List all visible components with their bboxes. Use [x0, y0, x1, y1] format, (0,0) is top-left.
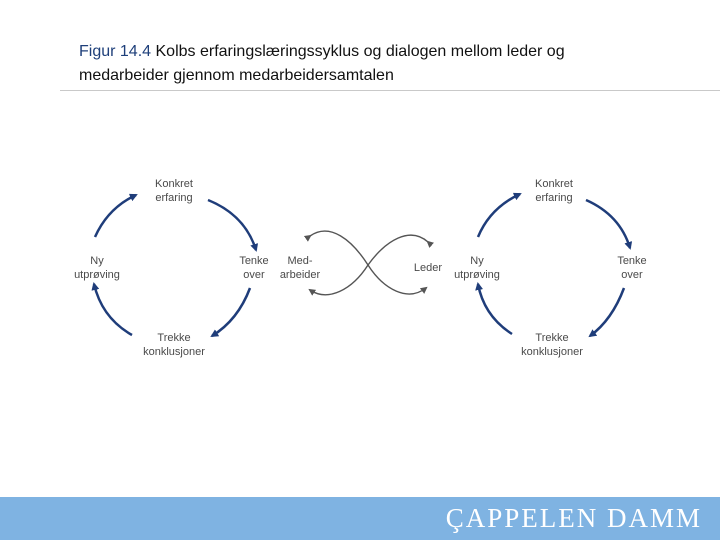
- caption-line-1: Kolbs erfaringslæringssyklus og dialogen mellom leder og: [151, 43, 565, 60]
- right-arrow-test-to-experience: [478, 194, 520, 237]
- right-label-over: over: [621, 269, 643, 281]
- center-label-med: Med-: [287, 255, 313, 267]
- publisher-logo: ÇAPPELEN DAMM: [445, 503, 702, 533]
- right-cycle-arrows: [478, 194, 630, 336]
- left-arrow-experience-to-reflect: [208, 200, 256, 250]
- left-label-erfaring: erfaring: [155, 192, 193, 204]
- right-label-ny: Ny: [470, 255, 484, 267]
- dialogue-loop: [310, 231, 428, 295]
- left-arrow-test-to-experience: [95, 195, 136, 237]
- left-label-ny: Ny: [90, 255, 104, 267]
- loop-upper-arc-right: [368, 235, 428, 265]
- right-arrow-reflect-to-conclude: [590, 288, 624, 336]
- center-label-arbeider: arbeider: [279, 269, 321, 281]
- right-label-trekke: Trekke: [535, 332, 569, 344]
- left-label-trekke: Trekke: [157, 332, 191, 344]
- left-label-tenke: Tenke: [239, 255, 269, 267]
- left-cycle-arrows: [94, 195, 256, 336]
- left-label-utproving: utprøving: [74, 269, 120, 281]
- right-label-tenke: Tenke: [617, 255, 647, 267]
- right-arrow-experience-to-reflect: [586, 200, 630, 248]
- left-arrow-reflect-to-conclude: [212, 288, 250, 336]
- right-label-konklusjoner: konklusjoner: [521, 346, 583, 358]
- loop-upper-arc-left: [310, 231, 368, 265]
- center-label-leder: Leder: [413, 262, 443, 274]
- right-arrow-conclude-to-test: [478, 284, 512, 334]
- right-label-utproving: utprøving: [454, 269, 500, 281]
- caption-line-2: medarbeider gjennom medarbeidersamtalen: [79, 67, 394, 84]
- footer-bar: [0, 497, 720, 540]
- left-label-konklusjoner: konklusjoner: [143, 346, 205, 358]
- left-arrow-conclude-to-test: [94, 284, 132, 335]
- left-label-konkret: Konkret: [155, 178, 193, 190]
- right-label-konkret: Konkret: [535, 178, 573, 190]
- right-label-erfaring: erfaring: [535, 192, 573, 204]
- figure-number: Figur 14.4: [79, 43, 152, 60]
- left-label-over: over: [243, 269, 265, 281]
